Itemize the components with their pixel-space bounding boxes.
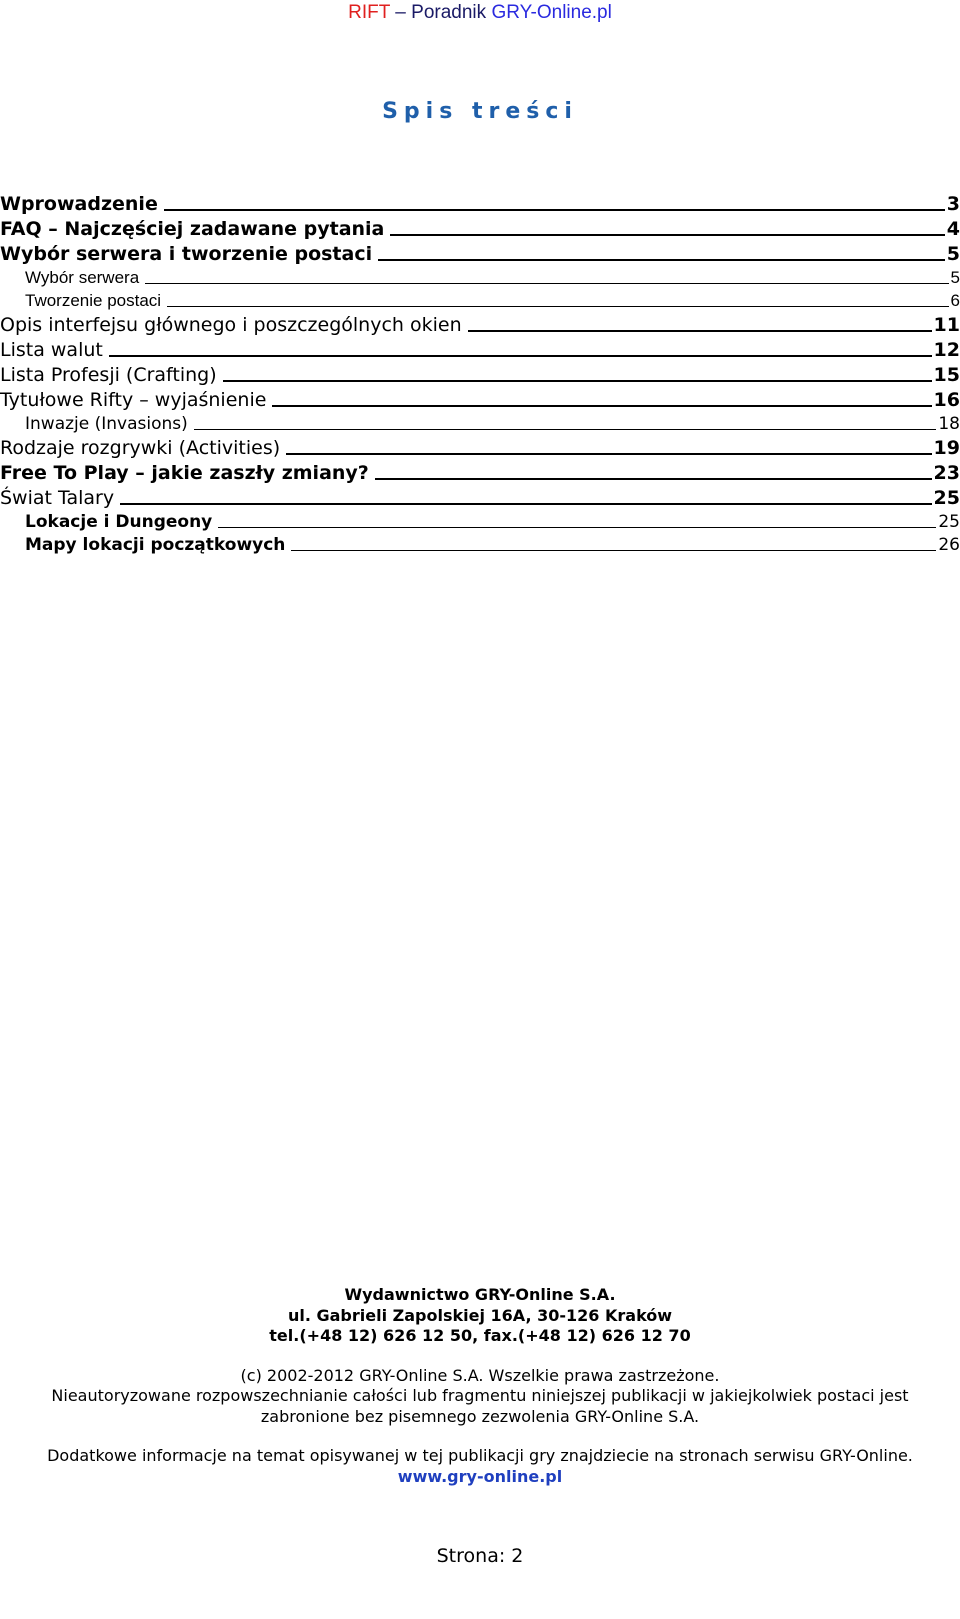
toc-entry-label: Rodzaje rozgrywki (Activities): [0, 437, 281, 459]
publisher-footer: [0, 1285, 960, 1487]
toc-entry-label: Inwazje (Invasions): [25, 414, 188, 434]
toc-entry[interactable]: [0, 532, 960, 555]
toc-leader-line: [164, 209, 945, 211]
toc-entry[interactable]: [0, 484, 960, 509]
toc-entry[interactable]: [0, 509, 960, 532]
toc-leader-line: [375, 478, 932, 480]
footer-spacer: [0, 1347, 960, 1366]
toc-entry-page: 11: [933, 314, 960, 336]
legal-notice-line-1: Nieautoryzowane rozpowszechnianie całości lub fragmentu niniejszej publikacji w jakiejkolwiek postaci jest: [51, 1386, 909, 1405]
toc-entry[interactable]: [0, 265, 960, 288]
toc-entry-label: Opis interfejsu głównego i poszczególnych okien: [0, 314, 462, 336]
toc-leader-line: [291, 550, 936, 551]
legal-notice-line-2: zabronione bez pisemnego zezwolenia GRY-Online S.A.: [260, 1406, 700, 1426]
toc-entry-label: Wybór serwera i tworzenie postaci: [0, 243, 373, 265]
toc-leader-line: [109, 355, 932, 357]
toc-entry-label: Lista Profesji (Crafting): [0, 364, 217, 386]
header-game: RIFT: [348, 2, 391, 23]
publisher-phone: tel.(+48 12) 626 12 50, fax.(+48 12) 626 12 70: [269, 1326, 691, 1345]
toc-entry[interactable]: [0, 434, 960, 459]
toc-entry-page: 3: [946, 193, 960, 215]
toc-leader-line: [223, 380, 932, 382]
toc-entry-page: 5: [946, 243, 960, 265]
toc-leader-line: [145, 283, 948, 284]
toc-entry[interactable]: [0, 288, 960, 311]
toc-title: Spis treści: [382, 99, 578, 124]
toc-leader-line: [272, 405, 931, 407]
toc-entry[interactable]: [0, 311, 960, 336]
toc-entry-page: 4: [946, 218, 960, 240]
toc-entry-label: Lista walut: [0, 339, 103, 361]
toc-entry-label: Mapy lokacji początkowych: [25, 535, 286, 555]
footer-spacer: [0, 1427, 960, 1446]
toc-entry-label: Wybór serwera: [25, 268, 140, 287]
toc-entry-page: 6: [950, 291, 960, 310]
toc-entry[interactable]: [0, 190, 960, 215]
toc-leader-line: [120, 503, 931, 505]
toc-entry-page: 18: [938, 414, 960, 434]
toc-entry-page: 25: [938, 512, 960, 532]
toc-leader-line: [167, 306, 948, 307]
toc-entry[interactable]: [0, 215, 960, 240]
page-number: Strona: 2: [436, 1545, 524, 1567]
toc-leader-line: [468, 330, 932, 332]
toc-leader-line: [218, 527, 936, 528]
website-link[interactable]: www.gry-online.pl: [397, 1466, 563, 1486]
toc-entry-page: 15: [933, 364, 960, 386]
toc-entry-label: Lokacje i Dungeony: [25, 512, 213, 532]
header-guide: Poradnik: [411, 2, 492, 23]
publisher-address: ul. Gabrieli Zapolskiej 16A, 30-126 Kraków: [287, 1305, 673, 1325]
toc-entry-page: 25: [933, 487, 960, 509]
toc-entry[interactable]: [0, 361, 960, 386]
toc-entry-page: 5: [950, 268, 960, 287]
toc-entry-label: Free To Play – jakie zaszły zmiany?: [0, 462, 369, 484]
toc-entry-label: Wprowadzenie: [0, 193, 158, 215]
toc-entry-page: 19: [933, 437, 960, 459]
toc-entry[interactable]: [0, 386, 960, 411]
toc-entry-label: FAQ – Najczęściej zadawane pytania: [0, 218, 385, 240]
toc-leader-line: [286, 453, 931, 455]
toc-entry-page: 23: [933, 462, 960, 484]
toc-entry[interactable]: [0, 240, 960, 265]
copyright-notice: (c) 2002-2012 GRY-Online S.A. Wszelkie prawa zastrzeżone.: [240, 1365, 720, 1385]
toc-entry[interactable]: [0, 459, 960, 484]
header-site: GRY-Online.pl: [491, 2, 612, 23]
toc-entry-page: 12: [933, 339, 960, 361]
toc-entry-page: 16: [933, 389, 960, 411]
toc-entry-label: Tytułowe Rifty – wyjaśnienie: [0, 389, 267, 411]
table-of-contents: [0, 190, 960, 555]
publisher-name: Wydawnictwo GRY-Online S.A.: [344, 1285, 616, 1304]
toc-leader-line: [390, 234, 944, 236]
toc-leader-line: [194, 429, 937, 430]
toc-entry-label: Tworzenie postaci: [25, 291, 162, 310]
toc-entry-page: 26: [938, 535, 960, 555]
more-info-text: Dodatkowe informacje na temat opisywanej w tej publikacji gry znajdziecie na stronach serwisu GRY-Online.: [47, 1446, 913, 1465]
toc-entry[interactable]: [0, 336, 960, 361]
running-header: [0, 2, 960, 24]
toc-entry-label: Świat Talary: [0, 487, 115, 509]
toc-entry[interactable]: [0, 411, 960, 434]
header-dash: –: [390, 2, 412, 23]
toc-leader-line: [378, 259, 945, 261]
